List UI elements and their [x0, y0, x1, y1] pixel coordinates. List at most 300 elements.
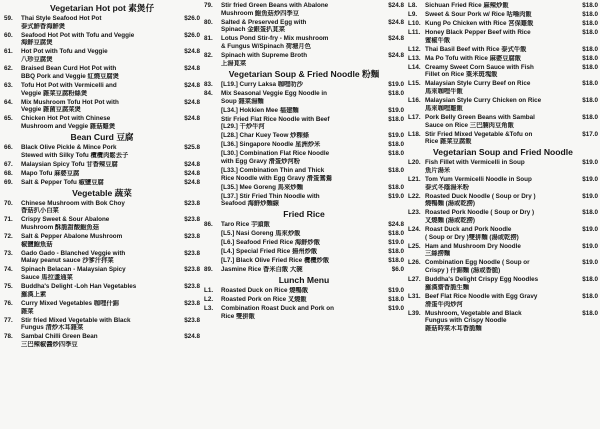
menu-item — [408, 259, 598, 274]
item-number: L15. — [408, 80, 421, 88]
item-line: Roasted Duck Noodle ( Soup or Dry ) — [425, 192, 536, 200]
item-price: $19.0 — [582, 159, 598, 167]
menu-item — [4, 266, 200, 281]
item-line: Curry Mixed Vegetables 咖哩什錦 — [21, 299, 119, 307]
item-description — [221, 132, 381, 140]
item-line: 三巴辣椒醬炒四季豆 — [21, 340, 78, 348]
menu-item — [408, 209, 598, 224]
item-line: 羅漢上素 — [21, 290, 47, 298]
item-price: $24.8 — [388, 221, 404, 229]
menu-item — [204, 193, 404, 208]
item-line: 泰式冬蔭湯米粉 — [425, 183, 470, 191]
menu-column-2 — [204, 2, 404, 322]
menu-item — [408, 131, 598, 146]
item-line: 海鮮豆腐煲 — [21, 39, 53, 47]
item-price: $23.8 — [184, 216, 200, 224]
item-number: 63. — [4, 81, 13, 89]
item-line: Sweet & Sour Pork w/ Rice 咕嚕肉飯 — [425, 11, 532, 18]
item-price: $24.8 — [388, 2, 404, 9]
menu-item — [408, 114, 598, 129]
menu-item — [204, 230, 404, 238]
menu-item — [408, 46, 598, 54]
item-description — [425, 131, 575, 146]
item-line: Mix Mushroom Tofu Hot Pot with — [21, 98, 119, 106]
item-price: $19.0 — [388, 287, 404, 295]
menu-item — [408, 55, 598, 63]
item-line: Chinese Mushroom with Bok Choy — [21, 199, 125, 207]
menu-column-1 — [4, 2, 200, 350]
item-number: 62. — [4, 65, 13, 73]
item-line: [L5.] Nasi Goreng 馬來炒飯 — [221, 230, 301, 238]
item-price: $18.0 — [388, 257, 404, 265]
menu-item — [4, 216, 200, 231]
item-line: Combination Roast Duck and Pork on — [221, 305, 335, 313]
item-description — [425, 11, 575, 19]
item-line: Soup 雜菜湯麵 — [221, 97, 264, 105]
item-number: L20. — [408, 159, 421, 167]
item-line: [L28.] Char Kuey Teow 炒粿條 — [221, 132, 310, 140]
menu-item — [4, 233, 200, 248]
item-line: Fungus 清炒木耳雜菜 — [21, 324, 84, 332]
menu-item — [408, 276, 598, 291]
item-number: 82. — [204, 52, 213, 60]
menu-item — [204, 35, 404, 50]
item-line: Ma Po Tofu with Rice 麻婆豆腐飯 — [425, 54, 522, 62]
item-description — [21, 200, 177, 215]
item-line: Mushroom 鮑魚菇炒四季豆 — [221, 9, 300, 17]
item-price: $24.8 — [184, 178, 200, 186]
item-line: Lotus Pond Stir-fry - Mix mushroom — [221, 35, 329, 43]
item-number: 74. — [4, 266, 13, 274]
item-line: 椒鹽鮑魚菇 — [21, 240, 53, 248]
menu-item — [204, 239, 404, 247]
item-line: 上湯莧菜 — [221, 59, 247, 67]
menu-item — [408, 20, 598, 28]
menu-item — [4, 283, 200, 298]
menu-column-3 — [408, 2, 598, 334]
item-line: Combination Egg Noodle ( Soup or — [425, 259, 530, 267]
item-line: Ham and Mushroom Dry Noodle — [425, 242, 521, 250]
item-line: Pork Belly Green Beans with Sambal — [425, 113, 535, 121]
item-number: 75. — [4, 283, 13, 291]
item-price: $18.0 — [388, 296, 404, 304]
item-line: Veggie 雜菜豆腐粉絲煲 — [21, 89, 88, 97]
menu-item — [4, 99, 200, 114]
item-line: Sambal Chilli Green Bean — [21, 333, 98, 341]
item-price: $18.0 — [388, 230, 404, 238]
item-price: $23.8 — [184, 283, 200, 291]
item-description — [221, 305, 381, 320]
item-description — [21, 82, 177, 97]
item-number: L3. — [204, 305, 214, 313]
item-price: $18.0 — [582, 11, 598, 18]
menu-item — [204, 2, 404, 17]
item-price: $18.0 — [388, 183, 404, 191]
item-description — [21, 144, 177, 159]
item-number: 64. — [4, 98, 13, 106]
item-price: $24.8 — [184, 65, 200, 73]
item-description — [425, 310, 575, 333]
item-description — [425, 46, 575, 54]
item-number: L16. — [408, 97, 421, 105]
item-description — [221, 248, 381, 256]
item-line: 三絲撈麵 — [425, 250, 451, 258]
item-number: 89. — [204, 266, 213, 274]
item-number: L39. — [408, 309, 421, 317]
item-line: 蜜椒牛飯 — [425, 36, 451, 44]
item-description — [221, 116, 381, 131]
item-number: L18. — [408, 130, 421, 138]
item-description — [221, 230, 381, 238]
menu-item — [204, 248, 404, 256]
menu-item — [204, 52, 404, 67]
item-number: 70. — [4, 199, 13, 207]
item-price: $23.8 — [184, 249, 200, 257]
menu-item — [4, 82, 200, 97]
item-line: Thai Basil Beef with Rice 泰式牛飯 — [425, 45, 527, 53]
menu-item — [204, 19, 404, 34]
item-number: L26. — [408, 259, 421, 267]
menu-item — [4, 317, 200, 332]
item-description — [221, 52, 381, 67]
item-price: $19.0 — [388, 192, 404, 200]
menu-item — [4, 15, 200, 30]
item-description — [221, 257, 381, 265]
item-number: L1. — [204, 287, 214, 295]
item-line: 滑蛋牛肉炒河 — [425, 300, 463, 308]
item-price: $19.0 — [582, 242, 598, 250]
menu-item — [408, 310, 598, 333]
item-line: Chicken Hot Pot with Chinese — [21, 115, 111, 123]
item-description — [425, 64, 575, 79]
item-description — [425, 55, 575, 63]
item-description — [425, 176, 575, 191]
menu-item — [408, 176, 598, 191]
menu-item — [204, 132, 404, 140]
item-price: $18.0 — [582, 54, 598, 62]
menu-item — [4, 200, 200, 215]
item-description — [21, 32, 177, 47]
item-price: $23.8 — [184, 199, 200, 207]
item-price: $18.0 — [582, 80, 598, 88]
item-description — [425, 259, 575, 274]
item-description — [221, 141, 381, 149]
section-heading: Bean Curd 豆腐 — [70, 131, 134, 142]
item-number: L23. — [408, 209, 421, 217]
item-line: Buddha's Delight -Loh Han Vegetables — [21, 283, 137, 291]
item-description — [425, 193, 575, 208]
item-line: Fillet on Rice 粟米斑塊飯 — [425, 71, 498, 79]
section-heading: Vegetarian Hot pot 素煲仔 — [49, 3, 155, 13]
menu-item — [204, 167, 404, 182]
item-description — [221, 81, 381, 89]
item-line: Kung Po Chicken with Rice 宮保雞飯 — [425, 20, 534, 27]
item-line: Stir Fried Mixed Vegetable &Tofu on — [425, 130, 533, 138]
item-line: [L36.] Singapore Noodle 星洲炒米 — [221, 141, 321, 149]
item-line: 馬來咖哩牛飯 — [425, 88, 463, 96]
item-description — [221, 221, 381, 229]
item-line: Seafood 海鮮炒麵線 — [221, 200, 280, 208]
item-price: $6.0 — [391, 266, 404, 274]
item-description — [21, 216, 177, 231]
section-heading: Lunch Menu — [278, 275, 330, 286]
item-line: Malay peanut sauce 沙爹汁拌菜 — [21, 257, 114, 265]
menu-item — [204, 116, 404, 131]
item-number: L9. — [408, 11, 418, 18]
item-line: Rice Noodle with Egg Gravy 滑蛋鴛鴦 — [221, 174, 332, 182]
menu-item — [204, 305, 404, 320]
item-description — [425, 114, 575, 129]
item-price: $19.0 — [582, 192, 598, 200]
menu-item — [204, 81, 404, 89]
item-line: Malaysian Style Curry Chicken on Rice — [425, 97, 542, 105]
item-line: Honey Black Pepper Beef with Rice — [425, 29, 531, 36]
item-line: Spinach with Supreme Broth — [221, 52, 308, 60]
item-price: $26.0 — [184, 15, 200, 22]
item-line: Jasmine Rice 香米白飯 大碗 — [221, 266, 303, 274]
item-line: Malaysian Style Curry Beef on Rice — [425, 80, 531, 88]
menu-item — [4, 300, 200, 315]
menu-item — [4, 179, 200, 187]
item-price: $24.8 — [184, 98, 200, 106]
item-line: Stir Fried Flat Rice Noodle with Beef — [221, 115, 330, 123]
item-line: Sauce on Rice 三巴腩肉豆角飯 — [425, 121, 514, 129]
item-number: L2. — [204, 296, 214, 304]
item-price: $19.0 — [388, 80, 404, 88]
item-description — [425, 2, 575, 10]
item-number: 84. — [204, 89, 213, 97]
item-price: $24.8 — [184, 169, 200, 177]
item-number: 65. — [4, 115, 13, 123]
menu-item — [408, 64, 598, 79]
item-price: $18.0 — [582, 97, 598, 105]
item-line: Mushroom and Veggie 雜菇雞煲 — [21, 122, 116, 130]
item-number: 66. — [4, 143, 13, 151]
item-price: $23.8 — [184, 299, 200, 307]
item-number: L17. — [408, 113, 421, 121]
item-price: $18.0 — [582, 45, 598, 53]
item-line: 叉燒麵 (湯或乾撈) — [425, 217, 476, 225]
item-line: Fish Fillet with Vermicelli in Soup — [425, 159, 525, 167]
menu-item — [408, 97, 598, 112]
item-line: [L19.] Curry Laksa 咖哩叻沙 — [221, 80, 303, 88]
item-description — [221, 193, 381, 208]
item-description — [425, 243, 575, 258]
item-number: L12. — [408, 45, 421, 53]
item-line: Hot Pot with Tofu and Veggie — [21, 48, 108, 56]
item-price: $19.0 — [388, 106, 404, 114]
item-description — [425, 276, 575, 291]
item-price: $24.8 — [184, 81, 200, 89]
menu-item — [4, 48, 200, 63]
item-line: [L4.] Special Fried Rice 揚州炒飯 — [221, 248, 318, 256]
item-number: L10. — [408, 20, 421, 27]
menu-item — [204, 296, 404, 304]
item-number: 69. — [4, 178, 13, 186]
item-description — [21, 266, 177, 281]
item-line: [L29.] 干炒牛河 — [221, 123, 265, 131]
section-heading: Vegetarian Soup and Fried Noodle — [433, 147, 573, 158]
item-description — [425, 159, 575, 174]
item-price: $18.0 — [582, 292, 598, 300]
section-heading: Vegetarian Soup & Fried Noodle 粉麵 — [228, 68, 380, 79]
item-number: L24. — [408, 226, 421, 234]
item-number: 73. — [4, 249, 13, 257]
item-price: $18.0 — [388, 89, 404, 97]
item-line: Crispy Sweet & Sour Abalone — [21, 216, 110, 224]
item-line: Spinach Belacan - Malaysian Spicy — [21, 266, 126, 274]
item-number: 81. — [204, 35, 213, 43]
item-description — [425, 97, 575, 112]
menu-item — [204, 257, 404, 265]
item-description — [21, 179, 177, 187]
item-description — [21, 161, 177, 169]
item-line: ( Soup or Dry )雙拼麵 (湯或乾撈) — [425, 233, 519, 241]
item-number: L22. — [408, 192, 421, 200]
item-line: Salted & Preserved Egg with — [221, 18, 307, 26]
item-line: Rice 雜菜豆腐飯 — [425, 138, 472, 146]
item-price: $24.8 — [184, 160, 200, 168]
item-description — [221, 2, 381, 17]
item-description — [221, 266, 381, 274]
section-heading: Vegetable 蔬菜 — [72, 187, 132, 198]
item-line: Crispy ) 什錦麵 (湯或香脆) — [425, 267, 501, 275]
item-description — [21, 317, 177, 332]
item-number: L27. — [408, 276, 421, 284]
item-description — [21, 65, 177, 80]
item-description — [221, 239, 381, 247]
item-line: Salt & Pepper Abalone Mushroom — [21, 233, 123, 241]
item-line: Tofu Hot Pot with Vermicelli and — [21, 81, 117, 89]
item-line: [L35.] Mee Goreng 馬來炒麵 — [221, 183, 303, 191]
item-description — [21, 283, 177, 298]
item-price: $18.0 — [582, 63, 598, 71]
item-line: Creamy Sweet Corn Sauce with Fish — [425, 63, 534, 71]
item-description — [221, 167, 381, 182]
item-price: $25.8 — [184, 143, 200, 151]
item-number: L31. — [408, 292, 421, 300]
item-description — [221, 107, 381, 115]
item-line: [L33.] Combination Thin and Thick — [221, 166, 325, 174]
item-line: [L37.] Stir Fried Thin Noodle with — [221, 192, 320, 200]
item-price: $24.8 — [184, 333, 200, 341]
item-description — [425, 20, 575, 28]
item-number: 71. — [4, 216, 13, 224]
item-line: Stir fried Green Beans with Abalone — [221, 2, 329, 9]
item-number: 77. — [4, 316, 13, 324]
item-line: Thai Style Seafood Hot Pot — [21, 15, 102, 22]
item-line: Sichuan Fried Rice 麻辣炒飯 — [425, 2, 509, 9]
menu-item — [204, 141, 404, 149]
item-line: Beef Flat Rice Noodle with Egg Gravy — [425, 292, 538, 300]
menu-item — [4, 170, 200, 178]
item-price: $24.8 — [388, 52, 404, 60]
menu-item — [204, 150, 404, 165]
item-number: 83. — [204, 80, 213, 88]
item-price: $19.0 — [388, 305, 404, 313]
item-description — [21, 99, 177, 114]
menu-item — [204, 266, 404, 274]
menu-item — [204, 221, 404, 229]
item-number: 86. — [204, 221, 213, 229]
item-line: Black Olive Pickle & Mince Pork — [21, 143, 117, 151]
item-number: L8. — [408, 2, 418, 9]
item-line: Rice 雙拼飯 — [221, 313, 255, 321]
item-price: $24.8 — [184, 115, 200, 123]
item-line: Mushroom, Vegetable and Black — [425, 309, 522, 317]
item-number: 67. — [4, 160, 13, 168]
item-price: $19.0 — [582, 226, 598, 234]
item-description — [21, 48, 177, 63]
menu-item — [4, 250, 200, 265]
item-price: $18.0 — [582, 29, 598, 36]
menu-item — [408, 293, 598, 308]
menu-item — [408, 226, 598, 241]
item-line: Taro Rice 芋頭飯 — [221, 221, 270, 229]
item-line: Sauce 馬拉盞通菜 — [21, 274, 73, 282]
item-price: $26.0 — [184, 31, 200, 39]
item-line: Seafood Hot Pot with Tofu and Veggie — [21, 31, 135, 39]
menu-item — [408, 29, 598, 44]
item-number: L14. — [408, 63, 421, 71]
item-number: 76. — [4, 299, 13, 307]
item-line: 泰式鮮香海鮮煲 — [21, 22, 66, 30]
item-line: BBQ Pork and Veggie 紅燒豆腐煲 — [21, 72, 119, 80]
item-price: $23.8 — [184, 266, 200, 274]
section-heading: Fried Rice — [283, 209, 325, 220]
item-line: Mix Seasonal Veggie Egg Noodle in — [221, 89, 328, 97]
item-line: Stewed with Silky Tofu 欖欖肉鬆去子 — [21, 151, 129, 159]
item-description — [21, 300, 177, 315]
item-line: Gado Gado - Blanched Veggie with — [21, 249, 126, 257]
menu-item — [4, 333, 200, 348]
item-description — [221, 287, 381, 295]
item-price: $18.0 — [388, 150, 404, 158]
item-price: $19.0 — [582, 175, 598, 183]
item-description — [425, 209, 575, 224]
item-line: 馬來咖哩雞飯 — [425, 104, 463, 112]
item-line: 燒鴨麵 (湯或乾撈) — [425, 200, 476, 208]
item-line: 羅漢齋香脆生麵 — [425, 283, 470, 291]
item-price: $19.0 — [582, 259, 598, 267]
item-number: 59. — [4, 15, 13, 22]
item-description — [425, 293, 575, 308]
item-description — [21, 115, 177, 130]
item-line: Salt & Pepper Tofu 椒鹽豆腐 — [21, 178, 104, 186]
item-description — [221, 184, 381, 192]
menu-item — [4, 32, 200, 47]
item-price: $18.0 — [582, 20, 598, 27]
item-number: L11. — [408, 29, 421, 36]
item-number: 60. — [4, 31, 13, 39]
menu-item — [4, 115, 200, 130]
item-price: $18.0 — [388, 141, 404, 149]
menu-item — [408, 2, 598, 10]
item-number: L13. — [408, 54, 421, 62]
item-line: 香菇扒小白菜 — [21, 207, 59, 215]
item-number: 61. — [4, 48, 13, 56]
menu-item — [204, 90, 404, 105]
item-line: & Fungus W/Spinach 荷塘月色 — [221, 43, 311, 51]
item-description — [21, 333, 177, 348]
item-description — [221, 35, 381, 50]
item-line: [L6.] Seafood Fried Rice 海鮮炒飯 — [221, 239, 321, 247]
item-price: $18.0 — [582, 209, 598, 217]
menu-item — [204, 107, 404, 115]
item-price: $18.0 — [582, 276, 598, 284]
item-line: with Egg Gravy 滑蛋炒河粉 — [221, 157, 301, 165]
menu-item — [4, 161, 200, 169]
